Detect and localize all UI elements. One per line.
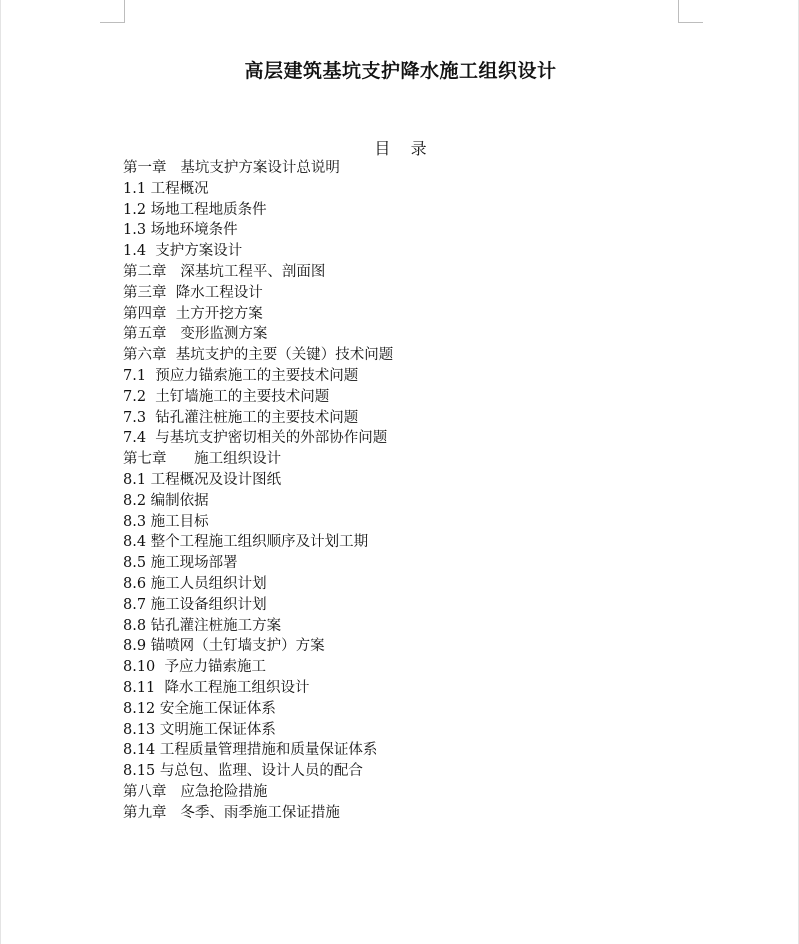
toc-item: 1.4 支护方案设计 <box>123 243 243 260</box>
toc-item: 第六章 基坑支护的主要（关键）技术问题 <box>123 347 394 364</box>
toc-item: 第三章 降水工程设计 <box>123 284 263 301</box>
toc-item: 8.5 施工现场部署 <box>123 555 238 572</box>
toc-item: 8.13 文明施工保证体系 <box>123 721 276 738</box>
toc-item: 8.6 施工人员组织计划 <box>123 575 267 592</box>
toc-item: 8.15 与总包、监理、设计人员的配合 <box>123 763 363 780</box>
toc-item: 8.4 整个工程施工组织顺序及计划工期 <box>123 534 369 551</box>
document-title: 高层建筑基坑支护降水施工组织设计 <box>244 60 557 82</box>
toc-item: 8.1 工程概况及设计图纸 <box>123 471 282 488</box>
toc-item: 7.2 土钉墙施工的主要技术问题 <box>123 388 330 405</box>
top-left-margin-mark <box>100 0 125 23</box>
toc-item: 7.3 钻孔灌注桩施工的主要技术问题 <box>123 409 359 426</box>
toc-item: 8.11 降水工程施工组织设计 <box>123 679 310 696</box>
toc-item: 8.10 予应力锚索施工 <box>123 659 267 676</box>
toc-item: 8.8 钻孔灌注桩施工方案 <box>123 617 282 634</box>
toc-item: 8.14 工程质量管理措施和质量保证体系 <box>123 742 378 759</box>
toc-item: 第八章 应急抢险措施 <box>123 783 268 800</box>
toc-item: 8.9 锚喷网（土钉墙支护）方案 <box>123 638 325 655</box>
toc-item: 8.3 施工目标 <box>123 513 209 530</box>
toc-item: 第七章 施工组织设计 <box>123 451 282 468</box>
toc-item: 8.7 施工设备组织计划 <box>123 596 267 613</box>
toc-item: 7.4 与基坑支护密切相关的外部协作问题 <box>123 430 388 447</box>
toc-item: 第五章 变形监测方案 <box>123 326 268 343</box>
toc-item: 8.2 编制依据 <box>123 492 209 509</box>
table-of-contents <box>123 158 393 824</box>
toc-item: 第一章 基坑支护方案设计总说明 <box>123 160 340 176</box>
toc-item: 7.1 预应力锚索施工的主要技术问题 <box>123 367 359 384</box>
toc-item: 8.12 安全施工保证体系 <box>123 700 276 717</box>
toc-item: 第二章 深基坑工程平、剖面图 <box>123 263 326 280</box>
toc-item: 1.3 场地环境条件 <box>123 222 238 239</box>
toc-item: 1.1 工程概况 <box>123 180 209 197</box>
top-right-margin-mark <box>678 0 703 23</box>
toc-item: 第九章 冬季、雨季施工保证措施 <box>123 804 340 821</box>
toc-item: 第四章 土方开挖方案 <box>123 305 263 322</box>
toc-item: 1.2 场地工程地质条件 <box>123 201 267 218</box>
toc-heading: 目 录 <box>374 139 427 158</box>
